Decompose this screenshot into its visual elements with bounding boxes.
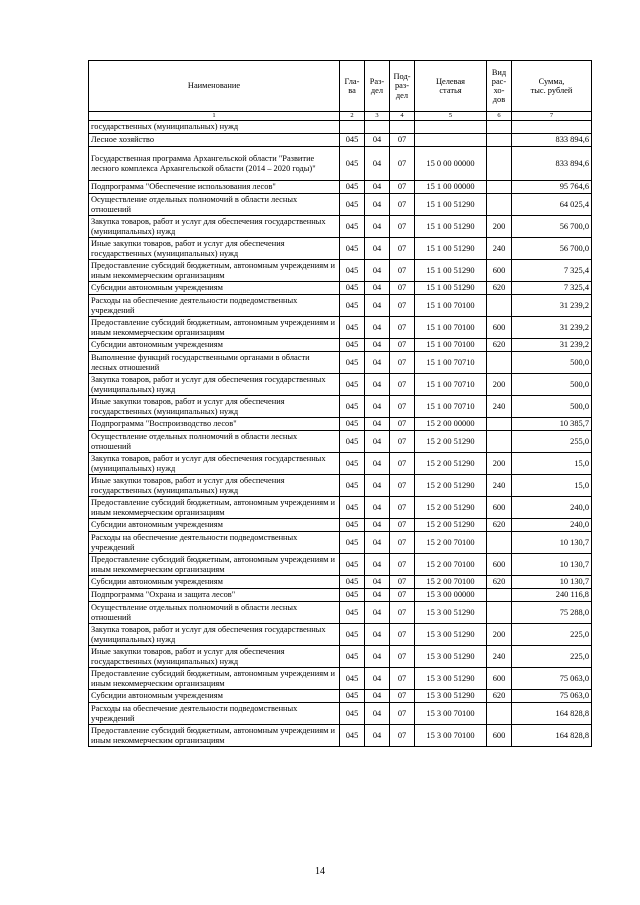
cell-glava: 045	[340, 690, 365, 703]
cell-sum: 240 116,8	[512, 589, 592, 602]
cell-sum: 56 700,0	[512, 216, 592, 238]
cell-podrazdel: 07	[390, 602, 415, 624]
cell-sum: 10 130,7	[512, 532, 592, 554]
cell-vid: 200	[487, 374, 512, 396]
cell-glava: 045	[340, 532, 365, 554]
table-row	[89, 396, 592, 418]
cell-razdel: 04	[365, 374, 390, 396]
cell-name: Расходы на обеспечение деятельности подведомственных учреждений	[89, 295, 340, 317]
cell-vid: 200	[487, 453, 512, 475]
cell-razdel: 04	[365, 725, 390, 747]
cell-target: 15 2 00 51290	[415, 519, 487, 532]
cell-podrazdel: 07	[390, 589, 415, 602]
cell-podrazdel	[390, 121, 415, 134]
cell-target: 15 1 00 51290	[415, 194, 487, 216]
cell-podrazdel: 07	[390, 576, 415, 589]
cell-name: Закупка товаров, работ и услуг для обеспечения государственных (муниципальных) нужд	[89, 374, 340, 396]
cell-podrazdel: 07	[390, 554, 415, 576]
column-number-row	[89, 112, 592, 121]
cell-glava: 045	[340, 725, 365, 747]
cell-vid: 240	[487, 475, 512, 497]
cell-name: Предоставление субсидий бюджетным, автономным учреждениям и иным некоммерческим организациям	[89, 554, 340, 576]
cell-razdel: 04	[365, 147, 390, 181]
cell-glava: 045	[340, 668, 365, 690]
cell-target: 15 2 00 51290	[415, 475, 487, 497]
cell-podrazdel: 07	[390, 181, 415, 194]
cell-razdel: 04	[365, 216, 390, 238]
table-row	[89, 602, 592, 624]
header-podrazdel: Под- раз- дел	[390, 61, 415, 112]
cell-vid	[487, 181, 512, 194]
cell-sum: 240,0	[512, 519, 592, 532]
cell-vid	[487, 352, 512, 374]
cell-razdel: 04	[365, 602, 390, 624]
cell-sum: 833 894,6	[512, 147, 592, 181]
cell-name: Иные закупки товаров, работ и услуг для обеспечения государственных (муниципальных) нужд	[89, 396, 340, 418]
cell-vid: 620	[487, 282, 512, 295]
table-body	[89, 121, 592, 747]
cell-target: 15 3 00 51290	[415, 602, 487, 624]
cell-sum: 500,0	[512, 396, 592, 418]
cell-sum: 75 288,0	[512, 602, 592, 624]
cell-razdel: 04	[365, 532, 390, 554]
cell-vid	[487, 602, 512, 624]
cell-glava: 045	[340, 646, 365, 668]
cell-podrazdel: 07	[390, 282, 415, 295]
header-vid: Вид рас- хо- дов	[487, 61, 512, 112]
table-row	[89, 238, 592, 260]
cell-vid	[487, 703, 512, 725]
cell-podrazdel: 07	[390, 260, 415, 282]
cell-name: Предоставление субсидий бюджетным, автономным учреждениям и иным некоммерческим организациям	[89, 497, 340, 519]
cell-podrazdel: 07	[390, 668, 415, 690]
cell-name: Осуществление отдельных полномочий в области лесных отношений	[89, 194, 340, 216]
header-glava: Гла- ва	[340, 61, 365, 112]
cell-sum: 31 239,2	[512, 317, 592, 339]
cell-razdel: 04	[365, 646, 390, 668]
table-row	[89, 690, 592, 703]
cell-name: Подпрограмма "Воспроизводство лесов"	[89, 418, 340, 431]
cell-vid	[487, 194, 512, 216]
table-row	[89, 453, 592, 475]
column-number: 7	[512, 112, 592, 121]
cell-vid	[487, 134, 512, 147]
column-number: 1	[89, 112, 340, 121]
cell-sum: 500,0	[512, 374, 592, 396]
cell-sum: 75 063,0	[512, 690, 592, 703]
cell-sum: 95 764,6	[512, 181, 592, 194]
cell-target: 15 1 00 70710	[415, 352, 487, 374]
cell-razdel: 04	[365, 134, 390, 147]
cell-glava: 045	[340, 418, 365, 431]
cell-razdel: 04	[365, 589, 390, 602]
cell-target: 15 1 00 70100	[415, 339, 487, 352]
cell-glava: 045	[340, 216, 365, 238]
table-row	[89, 532, 592, 554]
cell-name: Государственная программа Архангельской области "Развитие лесного комплекса Архангельской области (2014 – 2020 годы)"	[89, 147, 340, 181]
cell-glava: 045	[340, 194, 365, 216]
cell-vid: 240	[487, 646, 512, 668]
cell-name: Иные закупки товаров, работ и услуг для обеспечения государственных (муниципальных) нужд	[89, 646, 340, 668]
cell-name: Расходы на обеспечение деятельности подведомственных учреждений	[89, 703, 340, 725]
cell-target: 15 3 00 51290	[415, 668, 487, 690]
cell-razdel: 04	[365, 668, 390, 690]
cell-glava: 045	[340, 181, 365, 194]
cell-target	[415, 134, 487, 147]
cell-name: Закупка товаров, работ и услуг для обеспечения государственных (муниципальных) нужд	[89, 453, 340, 475]
cell-sum: 225,0	[512, 646, 592, 668]
cell-sum: 240,0	[512, 497, 592, 519]
cell-glava: 045	[340, 519, 365, 532]
cell-name: Иные закупки товаров, работ и услуг для обеспечения государственных (муниципальных) нужд	[89, 238, 340, 260]
cell-sum: 15,0	[512, 475, 592, 497]
table-row	[89, 703, 592, 725]
cell-razdel: 04	[365, 690, 390, 703]
table-row	[89, 475, 592, 497]
cell-podrazdel: 07	[390, 317, 415, 339]
table-row	[89, 668, 592, 690]
cell-sum: 10 130,7	[512, 576, 592, 589]
column-number: 4	[390, 112, 415, 121]
cell-name: Иные закупки товаров, работ и услуг для обеспечения государственных (муниципальных) нужд	[89, 475, 340, 497]
cell-podrazdel: 07	[390, 703, 415, 725]
cell-glava: 045	[340, 554, 365, 576]
cell-razdel: 04	[365, 282, 390, 295]
cell-razdel: 04	[365, 352, 390, 374]
cell-sum: 164 828,8	[512, 725, 592, 747]
cell-target: 15 2 00 70100	[415, 554, 487, 576]
cell-vid: 620	[487, 339, 512, 352]
cell-name: Предоставление субсидий бюджетным, автономным учреждениям и иным некоммерческим организациям	[89, 725, 340, 747]
cell-vid: 620	[487, 519, 512, 532]
cell-razdel: 04	[365, 238, 390, 260]
cell-sum: 164 828,8	[512, 703, 592, 725]
cell-sum: 31 239,2	[512, 339, 592, 352]
cell-vid	[487, 147, 512, 181]
cell-name: Осуществление отдельных полномочий в области лесных отношений	[89, 602, 340, 624]
cell-sum: 225,0	[512, 624, 592, 646]
cell-vid: 600	[487, 260, 512, 282]
cell-target: 15 3 00 70100	[415, 725, 487, 747]
cell-target: 15 2 00 51290	[415, 453, 487, 475]
cell-podrazdel: 07	[390, 352, 415, 374]
header-row	[89, 61, 592, 112]
table-row	[89, 519, 592, 532]
cell-sum: 10 130,7	[512, 554, 592, 576]
cell-target: 15 1 00 00000	[415, 181, 487, 194]
cell-vid	[487, 589, 512, 602]
cell-sum: 10 385,7	[512, 418, 592, 431]
cell-podrazdel: 07	[390, 532, 415, 554]
cell-name: Подпрограмма "Обеспечение использования лесов"	[89, 181, 340, 194]
budget-table	[88, 60, 592, 747]
cell-name: Закупка товаров, работ и услуг для обеспечения государственных (муниципальных) нужд	[89, 624, 340, 646]
table-row	[89, 147, 592, 181]
cell-razdel: 04	[365, 519, 390, 532]
cell-vid	[487, 431, 512, 453]
cell-razdel: 04	[365, 475, 390, 497]
cell-sum: 255,0	[512, 431, 592, 453]
cell-target: 15 3 00 51290	[415, 690, 487, 703]
cell-glava: 045	[340, 260, 365, 282]
cell-name: Субсидии автономным учреждениям	[89, 576, 340, 589]
cell-glava: 045	[340, 497, 365, 519]
column-number: 5	[415, 112, 487, 121]
cell-podrazdel: 07	[390, 725, 415, 747]
cell-target: 15 1 00 51290	[415, 260, 487, 282]
cell-glava: 045	[340, 134, 365, 147]
cell-razdel: 04	[365, 624, 390, 646]
cell-name: Предоставление субсидий бюджетным, автономным учреждениям и иным некоммерческим организациям	[89, 668, 340, 690]
cell-razdel: 04	[365, 194, 390, 216]
cell-target: 15 2 00 00000	[415, 418, 487, 431]
cell-target: 15 2 00 51290	[415, 431, 487, 453]
header-target: Целевая статья	[415, 61, 487, 112]
cell-glava: 045	[340, 602, 365, 624]
cell-razdel: 04	[365, 396, 390, 418]
cell-razdel: 04	[365, 453, 390, 475]
table-row	[89, 194, 592, 216]
cell-podrazdel: 07	[390, 295, 415, 317]
cell-razdel: 04	[365, 576, 390, 589]
cell-glava: 045	[340, 147, 365, 181]
cell-podrazdel: 07	[390, 238, 415, 260]
cell-target: 15 1 00 70100	[415, 295, 487, 317]
cell-vid: 600	[487, 554, 512, 576]
table-row	[89, 431, 592, 453]
cell-podrazdel: 07	[390, 194, 415, 216]
cell-glava: 045	[340, 374, 365, 396]
cell-glava: 045	[340, 431, 365, 453]
cell-name: Предоставление субсидий бюджетным, автономным учреждениям и иным некоммерческим организациям	[89, 317, 340, 339]
cell-podrazdel: 07	[390, 624, 415, 646]
cell-sum: 7 325,4	[512, 282, 592, 295]
cell-razdel	[365, 121, 390, 134]
page-number: 14	[315, 866, 325, 877]
header-razdel: Раз- дел	[365, 61, 390, 112]
cell-sum: 833 894,6	[512, 134, 592, 147]
cell-name: Субсидии автономным учреждениям	[89, 690, 340, 703]
cell-podrazdel: 07	[390, 396, 415, 418]
cell-razdel: 04	[365, 703, 390, 725]
cell-podrazdel: 07	[390, 374, 415, 396]
cell-sum: 500,0	[512, 352, 592, 374]
cell-name: государственных (муниципальных) нужд	[89, 121, 340, 134]
table-row	[89, 282, 592, 295]
cell-name: Осуществление отдельных полномочий в области лесных отношений	[89, 431, 340, 453]
cell-sum: 31 239,2	[512, 295, 592, 317]
cell-target: 15 3 00 00000	[415, 589, 487, 602]
cell-target: 15 1 00 70100	[415, 317, 487, 339]
cell-razdel: 04	[365, 317, 390, 339]
table-row	[89, 554, 592, 576]
cell-glava: 045	[340, 295, 365, 317]
cell-target: 15 3 00 70100	[415, 703, 487, 725]
cell-name: Расходы на обеспечение деятельности подведомственных учреждений	[89, 532, 340, 554]
table-row	[89, 134, 592, 147]
cell-target: 15 3 00 51290	[415, 646, 487, 668]
cell-podrazdel: 07	[390, 339, 415, 352]
cell-razdel: 04	[365, 418, 390, 431]
cell-glava: 045	[340, 589, 365, 602]
cell-target: 15 2 00 70100	[415, 576, 487, 589]
column-number: 3	[365, 112, 390, 121]
cell-target: 15 1 00 51290	[415, 216, 487, 238]
cell-podrazdel: 07	[390, 216, 415, 238]
cell-podrazdel: 07	[390, 475, 415, 497]
cell-vid: 200	[487, 624, 512, 646]
cell-vid: 620	[487, 576, 512, 589]
cell-vid: 600	[487, 725, 512, 747]
cell-glava: 045	[340, 624, 365, 646]
cell-razdel: 04	[365, 295, 390, 317]
cell-podrazdel: 07	[390, 646, 415, 668]
cell-vid	[487, 295, 512, 317]
cell-name: Предоставление субсидий бюджетным, автономным учреждениям и иным некоммерческим организациям	[89, 260, 340, 282]
cell-podrazdel: 07	[390, 431, 415, 453]
cell-glava: 045	[340, 317, 365, 339]
cell-name: Субсидии автономным учреждениям	[89, 519, 340, 532]
table-row	[89, 352, 592, 374]
table-row	[89, 725, 592, 747]
table-row	[89, 624, 592, 646]
cell-vid: 620	[487, 690, 512, 703]
cell-sum: 75 063,0	[512, 668, 592, 690]
table-row	[89, 418, 592, 431]
cell-razdel: 04	[365, 497, 390, 519]
cell-vid: 600	[487, 317, 512, 339]
cell-name: Лесное хозяйство	[89, 134, 340, 147]
cell-target: 15 2 00 51290	[415, 497, 487, 519]
cell-target: 15 3 00 51290	[415, 624, 487, 646]
cell-sum: 7 325,4	[512, 260, 592, 282]
column-number: 2	[340, 112, 365, 121]
cell-podrazdel: 07	[390, 453, 415, 475]
cell-glava: 045	[340, 396, 365, 418]
cell-name: Выполнение функций государственными органами в области лесных отношений	[89, 352, 340, 374]
cell-sum: 64 025,4	[512, 194, 592, 216]
cell-podrazdel: 07	[390, 418, 415, 431]
cell-target: 15 0 00 00000	[415, 147, 487, 181]
table-row	[89, 295, 592, 317]
cell-razdel: 04	[365, 181, 390, 194]
cell-vid: 600	[487, 497, 512, 519]
cell-razdel: 04	[365, 554, 390, 576]
cell-razdel: 04	[365, 339, 390, 352]
table-row	[89, 317, 592, 339]
column-number: 6	[487, 112, 512, 121]
cell-vid	[487, 532, 512, 554]
cell-name: Субсидии автономным учреждениям	[89, 339, 340, 352]
cell-vid: 200	[487, 216, 512, 238]
cell-vid: 600	[487, 668, 512, 690]
table-row	[89, 497, 592, 519]
cell-vid	[487, 121, 512, 134]
cell-sum: 15,0	[512, 453, 592, 475]
cell-glava: 045	[340, 339, 365, 352]
cell-vid	[487, 418, 512, 431]
cell-podrazdel: 07	[390, 690, 415, 703]
cell-vid: 240	[487, 238, 512, 260]
table-row	[89, 121, 592, 134]
cell-target	[415, 121, 487, 134]
table-row	[89, 339, 592, 352]
cell-glava: 045	[340, 576, 365, 589]
cell-podrazdel: 07	[390, 497, 415, 519]
cell-podrazdel: 07	[390, 519, 415, 532]
cell-razdel: 04	[365, 260, 390, 282]
table-row	[89, 589, 592, 602]
table-row	[89, 374, 592, 396]
table-row	[89, 216, 592, 238]
table-row	[89, 260, 592, 282]
table-row	[89, 181, 592, 194]
cell-glava: 045	[340, 475, 365, 497]
cell-glava: 045	[340, 703, 365, 725]
cell-glava: 045	[340, 282, 365, 295]
header-name: Наименование	[89, 61, 340, 112]
table-row	[89, 576, 592, 589]
cell-sum: 56 700,0	[512, 238, 592, 260]
cell-sum	[512, 121, 592, 134]
cell-podrazdel: 07	[390, 147, 415, 181]
cell-name: Подпрограмма "Охрана и защита лесов"	[89, 589, 340, 602]
cell-target: 15 1 00 51290	[415, 238, 487, 260]
cell-target: 15 1 00 70710	[415, 374, 487, 396]
table-row	[89, 646, 592, 668]
cell-glava: 045	[340, 352, 365, 374]
cell-glava: 045	[340, 453, 365, 475]
cell-razdel: 04	[365, 431, 390, 453]
header-sum: Сумма, тыс. рублей	[512, 61, 592, 112]
cell-glava: 045	[340, 238, 365, 260]
cell-target: 15 2 00 70100	[415, 532, 487, 554]
cell-glava	[340, 121, 365, 134]
cell-vid: 240	[487, 396, 512, 418]
cell-name: Закупка товаров, работ и услуг для обеспечения государственных (муниципальных) нужд	[89, 216, 340, 238]
cell-target: 15 1 00 70710	[415, 396, 487, 418]
cell-target: 15 1 00 51290	[415, 282, 487, 295]
cell-podrazdel: 07	[390, 134, 415, 147]
cell-name: Субсидии автономным учреждениям	[89, 282, 340, 295]
